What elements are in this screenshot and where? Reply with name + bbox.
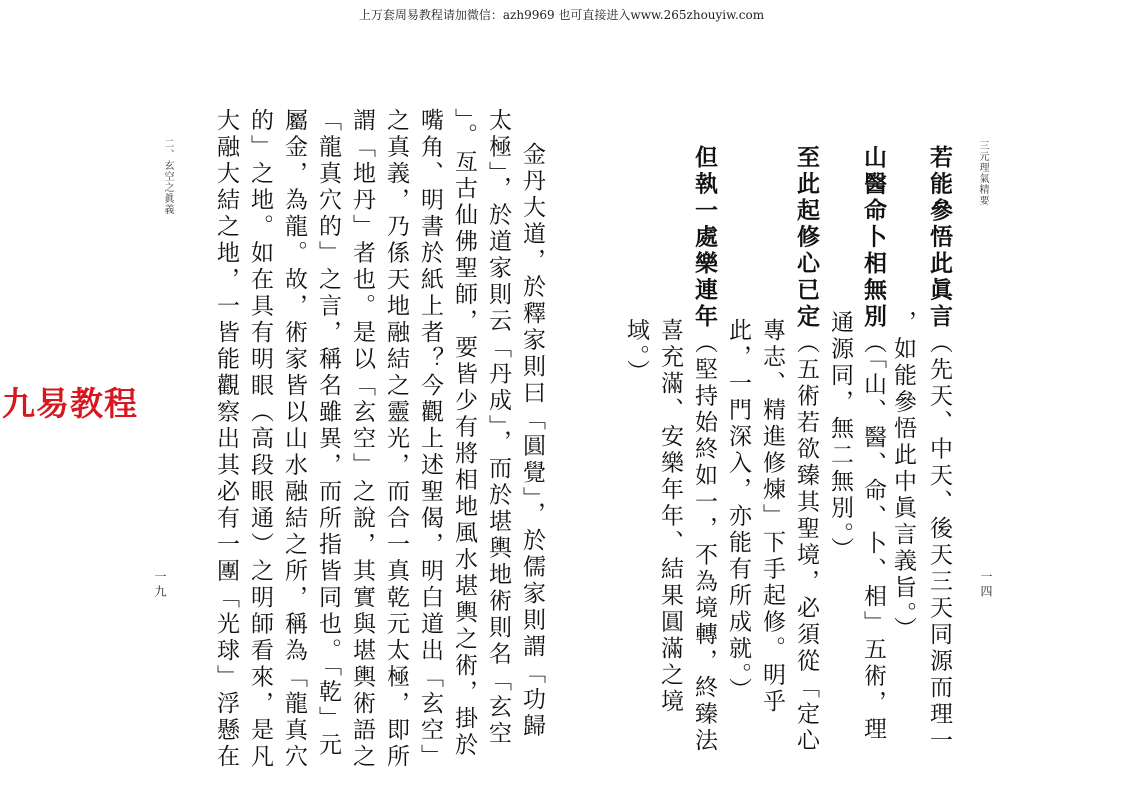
body-line-10: 大融大結之地，一皆能觀察出其必有一團「光球」浮懸在 [213,108,239,771]
body-line-8: 屬金，為龍。故，術家皆以山水融結之所，稱為「龍真穴 [281,108,307,771]
body-line-5: 之真義，乃係天地融結之靈光，而合一真乾元太極，即所 [383,108,409,771]
body-line-9: 的」之地。如在具有明眼（高段眼通）之明師看來，是凡 [247,108,273,771]
verse-line-1: 若能參悟此眞言（先天、中天、後天三天同源而理一 [926,145,953,755]
body-line-4: 嘴角、明書於紙上者？今觀上述聖偈，明白道出「玄空」 [417,108,443,771]
watermark-logo: 九易教程 [2,384,138,423]
verse-line-6: 專志、精進修煉」下手起修。明乎 [759,318,785,716]
verse-line-10: 域。） [623,318,649,386]
body-line-1: 金丹大道，於釋家則曰「圓覺」，於儒家則謂「功歸 [519,142,545,740]
top-banner: 上万套周易教程请加微信：azh9969 也可直接进入www.265zhouyiw.com [358,8,765,22]
left-page-header: 二、玄空之眞義 [162,138,173,215]
verse-line-7: 此，一門深入，亦能有所成就。） [725,318,751,704]
right-page-number: 一四 [979,570,993,600]
verse-line-8: 但執一處樂連年（堅持始終如一，不為境轉，終臻法 [691,145,718,755]
body-line-2: 太極」，於道家則云「丹成」，而於堪輿地術則名「玄空 [485,108,511,748]
body-line-7: 「龍真穴的」之言，稱名雖異，而所指皆同也。「乾」元 [315,108,341,759]
left-page-number: 一九 [153,570,167,600]
verse-line-4: 通源同，無二無別。） [827,310,853,564]
verse-line-3: 山醫命卜相無別（「山、醫、命、卜、相」五術，理 [860,145,887,743]
verse-line-9: 喜充滿、安樂年年、結果圓滿之境 [657,318,683,716]
right-page-header: 三元理氣精要 [977,140,988,206]
body-line-6: 謂「地丹」者也。是以「玄空」之說，其實與堪輿術語之 [349,108,375,771]
verse-line-2: ，如能參悟此中眞言義旨。） [890,310,916,643]
verse-line-5: 至此起修心已定（五術若欲臻其聖境，必須從「定心 [793,145,820,755]
body-line-3: 」。亙古仙佛聖師，要皆少有將相地風水堪輿之術，掛於 [451,108,477,759]
